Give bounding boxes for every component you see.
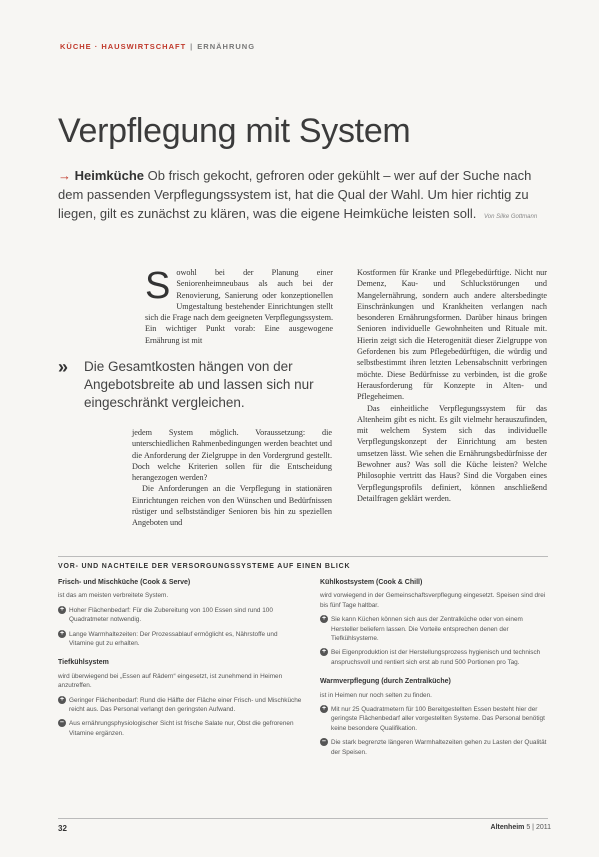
infobox-section-intro: wird vorwiegend in der Gemeinschaftsverpflegung eingesetzt. Speisen sind drei bis fünf Tage haltbar.	[320, 592, 546, 609]
paragraph: jedem System möglich. Voraussetzung: die unterschiedlichen Rahmenbedingungen werden beachtet und die Anforderung der Zielgruppe in den Vordergrund gestellt. Doch welche Kriterien sollen für die Entscheidung herangezogen werden?	[132, 428, 332, 483]
plus-icon: +	[59, 629, 65, 637]
infobox-section-heading: Kühlkostsystem (Cook & Chill)	[320, 579, 423, 586]
list-item	[58, 606, 303, 625]
list-item-text: Geringer Flächenbedarf: Rund die Hälfte der Fläche einer Frisch- und Mischküche reicht aus. Das Personal verlangt den geringsten Aufwand.	[69, 696, 302, 714]
arrow-icon: →	[58, 168, 71, 183]
list-item	[58, 719, 303, 738]
author-byline: Von Silke Gottmann	[484, 214, 538, 220]
page-number: 32	[58, 824, 67, 833]
list-item-text: Aus ernährungsphysiologischer Sicht ist frische Salate nur, Obst die gefrorenen Vitamine ergänzen.	[69, 720, 294, 737]
page-title: Verpflegung mit System	[58, 112, 411, 150]
list-item-text: Bei Eigenproduktion ist der Herstellungsprozess hygienisch und technisch anspruchsvoll und rentiert sich erst ab rund 500 Portionen pro Tag.	[331, 649, 541, 666]
plus-icon: +	[321, 648, 327, 656]
infobox-title: VOR- UND NACHTEILE DER VERSORGUNGSSYSTEME AUF EINEN BLICK	[58, 563, 351, 570]
plus-icon: +	[321, 705, 327, 713]
kicker-sub: ERNÄHRUNG	[197, 42, 256, 51]
article-lead	[58, 166, 548, 227]
infobox-section	[320, 677, 548, 757]
footer-divider	[58, 818, 548, 819]
list-item-text: Sie kann Küchen können sich aus der Zentralküche oder von einem Hersteller beliefern lassen. Die Vorteile entsprechen denen der Tiefkühlsysteme.	[331, 616, 523, 643]
paragraph: Das einheitliche Verpflegungssystem für das Altenheim gibt es nicht. Es gilt vielmehr herauszufinden, mit welchem System sich das individuelle Verpflegungskonzept der Einrichtung am besten umsetzen lässt. Wie sehen die Ernährungsbedürfnisse der Bewohner aus? Was soll die Küche leisten? Welche Philosophie vertritt das Haus? Sind die Vorgaben eines Verpflegungsprofils definiert, können anschließend Detailfragen geklärt werden.	[357, 403, 547, 503]
magazine-footer	[491, 824, 551, 831]
list-item	[320, 615, 548, 643]
body-column-2	[357, 267, 547, 504]
plus-icon: +	[59, 605, 65, 613]
kicker-main: KÜCHE · HAUSWIRTSCHAFT	[60, 42, 187, 51]
pull-quote	[58, 358, 333, 412]
paragraph: Die Anforderungen an die Verpflegung in stationären Einrichtungen reichen von den Wünschen und Bedürfnissen rüstiger und selbstständiger Senioren bis hin zu speziellen Angeboten und	[132, 484, 332, 528]
infobox-section-heading: Tiefkühlsystem	[58, 659, 109, 667]
quote-mark-icon: »	[58, 357, 69, 377]
infobox-right-column	[320, 578, 548, 767]
infobox-section	[58, 578, 303, 648]
lead-text: Ob frisch gekocht, gefroren oder gekühlt – wer auf der Suche nach dem passenden Verpflegungssystem ist, hat die Qual der Wahl. Um hier richtig zu liegen, gilt es zunächst zu klären, was die eigene Heimküche leisten soll.	[58, 168, 532, 221]
body-column-1-bottom	[132, 427, 332, 529]
section-kicker	[60, 42, 255, 51]
infobox-section-intro: ist in Heimen nur noch selten zu finden.	[320, 691, 432, 699]
infobox-section-heading: Warmverpflegung (durch Zentralküche)	[320, 678, 451, 686]
infobox-section-intro: ist das am meisten verbreitete System.	[58, 592, 169, 600]
list-item-text: Die stark begrenzte längeren Warmhaltezeiten gehen zu Lasten der Qualität der Speisen.	[331, 739, 547, 756]
divider	[58, 556, 548, 557]
pull-quote-text: Die Gesamtkosten hängen von der Angebotsbreite ab und lassen sich nur eingeschränkt vergleichen.	[84, 359, 314, 410]
plus-icon: +	[59, 695, 65, 703]
plus-icon: +	[321, 615, 327, 623]
list-item	[320, 738, 548, 757]
minus-icon: –	[320, 738, 328, 746]
kicker-separator: |	[190, 42, 194, 51]
infobox-section-intro: wird überwiegend bei „Essen auf Rädern“ eingesetzt, ist zunehmend in Heimen anzutreffen.	[58, 672, 283, 690]
paragraph: Kostformen für Kranke und Pflegebedürftige. Nicht nur Demenz, Kau- und Schluckstörungen und Mangelernährung, sondern auch andere altersbedingte Einschränkungen und Krankheiten verlangen nach besonderen Ernährungsformen. Darüber hinaus bringen Senioren individuelle Gewohnheiten und Rituale mit. Hierin zeigt sich die Heterogenität dieser Zielgruppe von Gefordenen bis zum Pflegebedürftigen, die würdig und selbstbestimmt ihren letzten Lebensabschnitt verbringen möchte. Diese Bedürfnisse zu verbinden, ist die große Herausforderung für Konzepte in Alten- und Pflegeheimen.	[357, 268, 547, 402]
infobox-section-heading: Frisch- und Mischküche (Cook & Serve)	[58, 579, 191, 586]
issue-number: 5 | 2011	[526, 824, 551, 831]
list-item	[320, 648, 548, 667]
list-item-text: Lange Warmhaltezeiten: Der Prozessablauf ermöglicht es, Nährstoffe und Vitamine gut zu erhalten.	[69, 630, 278, 648]
list-item-text: Hoher Flächenbedarf: Für die Zubereitung von 100 Essen sind rund 100 Quadratmeter notwendig.	[69, 606, 273, 624]
paragraph: owohl bei der Planung einer Seniorenheimneubaus als auch bei der Renovierung, Sanierung oder konzeptionellen Umgestaltung bestehender Einrichtungen stellt sich die Frage nach dem geeigneten Verpflegungssystem. Ein wichtiger Punkt vorab: Eine ausgewogene Ernährung ist mit	[145, 268, 333, 345]
drop-cap: S	[145, 265, 171, 307]
minus-icon: –	[58, 719, 66, 727]
list-item-text: Mit nur 25 Quadratmetern für 100 Bereitgestellten Essen besteht hier der geringste Flächenbedarf aller vorgestellten Systeme. Das Personal benötigt keine besondere Qualifikation.	[331, 706, 545, 732]
list-item	[320, 705, 548, 733]
list-item	[58, 696, 303, 715]
list-item	[58, 630, 303, 649]
magazine-name: Altenheim	[490, 824, 525, 831]
lead-keyword: Heimküche	[74, 168, 144, 183]
body-column-1-top	[145, 267, 333, 346]
infobox-section	[58, 658, 303, 738]
infobox-left-column	[58, 578, 303, 748]
infobox-section	[320, 578, 548, 667]
